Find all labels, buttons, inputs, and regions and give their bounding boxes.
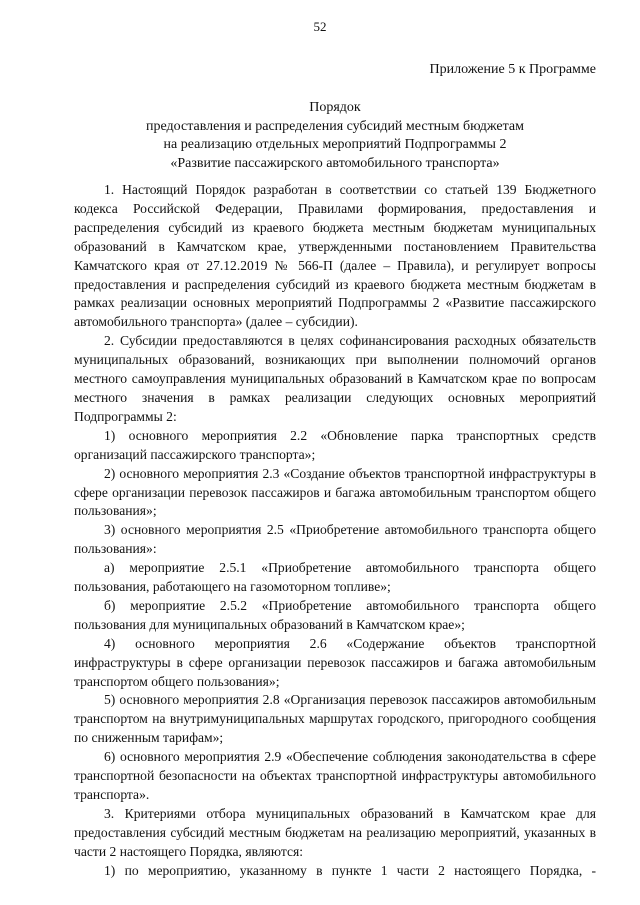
sub-list-item: а) мероприятие 2.5.1 «Приобретение автомобильного транспорта общего пользования, работающего на газомоторном топливе»; xyxy=(74,560,596,595)
list-item: 2) основного мероприятия 2.3 «Создание объектов транспортной инфраструктуры в сфере организации перевозок пассажиров и багажа автомобильным транспортом общего пользования»; xyxy=(74,465,596,519)
appendix-reference: Приложение 5 к Программе xyxy=(429,62,596,77)
paragraph: 1. Настоящий Порядок разработан в соответствии со статьей 139 Бюджетного кодекса Российской Федерации, Правилами формирования, предоставления и распределения субсидий из краевого бюджета местным бюджетам муниципальных образований в Камчатском крае, утвержденными постановлением Правительства Камчатского края от 27.12.2019 № 566-П (далее – Правила), и регулирует вопросы предоставления и распределения субсидий из краевого бюджета местным бюджетам в рамках реализации основных мероприятий Подпрограммы 2 «Развитие пассажирского автомобильного транспорта» (далее – субсидии). xyxy=(74,182,596,330)
list-item: 6) основного мероприятия 2.9 «Обеспечение соблюдения законодательства в сфере транспортной безопасности на объектах транспортной инфраструктуры автомобильного транспорта». xyxy=(74,749,596,802)
document-body xyxy=(74,181,596,881)
document-title xyxy=(74,99,596,173)
title-line: предоставления и распределения субсидий местным бюджетам xyxy=(145,118,524,134)
list-item: 1) по мероприятию, указанному в пункте 1 части 2 настоящего Порядка, - xyxy=(104,862,596,878)
title-line: Порядок xyxy=(309,100,361,115)
title-line: на реализацию отдельных мероприятий Подпрограммы 2 xyxy=(163,137,507,152)
paragraph: 3. Критериями отбора муниципальных образований в Камчатском крае для предоставления субсидий местным бюджетам на реализацию мероприятий, указанных в части 2 настоящего Порядка, являются: xyxy=(74,805,596,859)
sub-list-item: б) мероприятие 2.5.2 «Приобретение автомобильного транспорта общего пользования для муниципальных образований в Камчатском крае»; xyxy=(74,597,596,632)
list-item: 1) основного мероприятия 2.2 «Обновление парка транспортных средств организаций пассажирского транспорта»; xyxy=(74,427,596,462)
list-item: 4) основного мероприятия 2.6 «Содержание объектов транспортной инфраструктуры в сфере организации перевозок пассажиров и багажа автомобильным транспортом общего пользования»; xyxy=(74,635,596,689)
title-line: «Развитие пассажирского автомобильного транспорта» xyxy=(170,155,500,171)
list-item: 5) основного мероприятия 2.8 «Организация перевозок пассажиров автомобильным транспортом на внутримуниципальных маршрутах городского, пригородного сообщения по сниженным тарифам»; xyxy=(74,692,596,746)
page-number: 52 xyxy=(313,19,327,34)
list-item: 3) основного мероприятия 2.5 «Приобретение автомобильного транспорта общего пользования»: xyxy=(74,522,596,557)
paragraph: 2. Субсидии предоставляются в целях софинансирования расходных обязательств муниципальных образований, возникающих при выполнении полномочий органов местного самоуправления муниципальных образований в Камчатском крае по вопросам местного значения в рамках реализации следующих основных мероприятий Подпрограммы 2: xyxy=(74,333,596,424)
